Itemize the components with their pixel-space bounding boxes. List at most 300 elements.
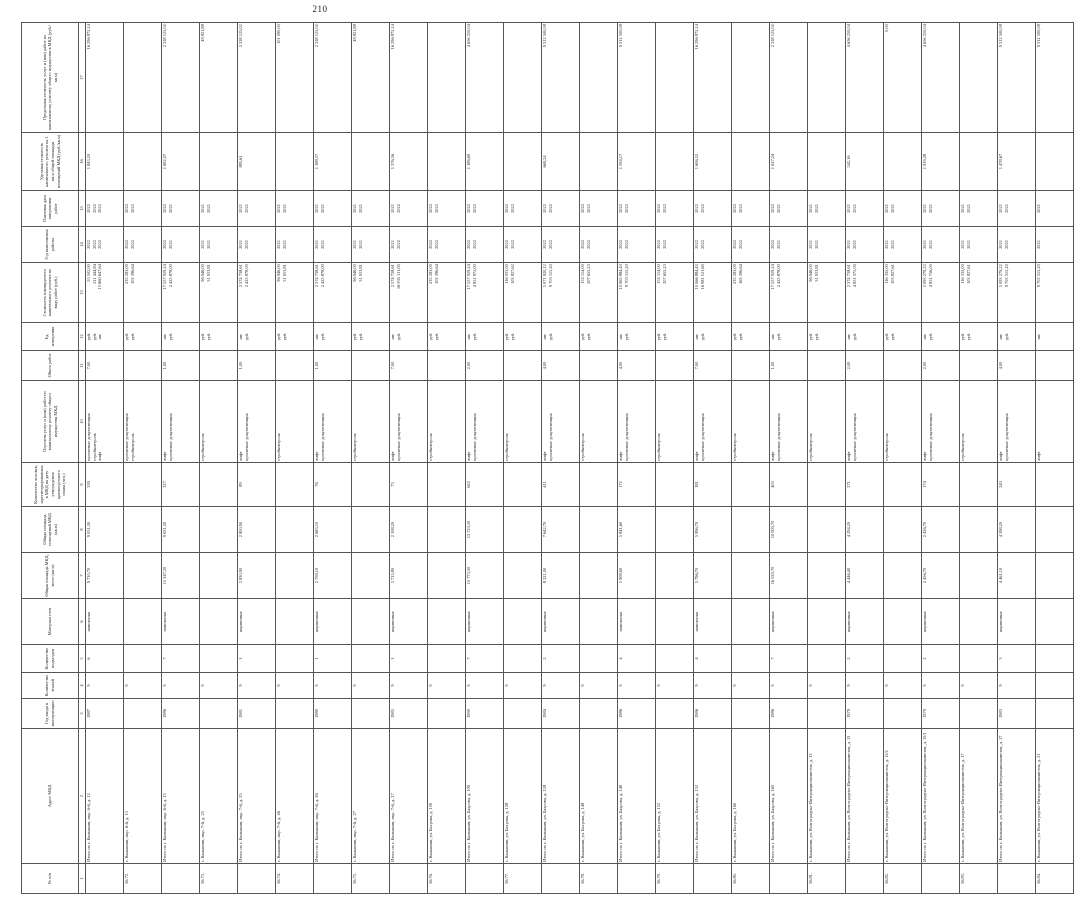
cell-area: 11 347,30 (162, 553, 200, 599)
cell-area (732, 553, 770, 599)
table-row (1036, 23, 1074, 894)
cell-wall: кирпичные (998, 599, 1036, 645)
cell-floors: 9 (314, 673, 352, 699)
cell-wyear (162, 227, 200, 263)
works-line: проектные документация (851, 413, 857, 461)
cell-limit (124, 23, 162, 133)
cell-no: 56.84. (1036, 864, 1074, 894)
cell-cost (998, 263, 1036, 323)
cell-vol: 1,00 (238, 351, 276, 381)
unit-line: руб. (509, 332, 515, 341)
cell-wyear (808, 227, 846, 263)
cell-works (314, 381, 352, 463)
table-row (238, 23, 276, 894)
date-line: 2021 (960, 204, 965, 213)
unit-line: руб. (86, 332, 91, 341)
cost-line: 96 946,00 (808, 264, 813, 282)
cell-people (428, 463, 466, 507)
unit-line: руб. (661, 332, 667, 341)
table-row (86, 23, 124, 894)
cell-vol: 7,00 (86, 351, 124, 381)
cell-wyear (238, 227, 276, 263)
cost-line: 155 114,00 (656, 264, 661, 284)
date-line: 2022 (542, 204, 547, 213)
cell-unit (922, 323, 960, 351)
cell-wyear (86, 227, 124, 263)
cell-unit (238, 323, 276, 351)
date-line: 2022 (618, 204, 623, 213)
table-row (314, 23, 352, 894)
cell-area (200, 553, 238, 599)
cell-people (276, 463, 314, 507)
cell-wall: кирпичные (238, 599, 276, 645)
cell-vol (124, 351, 162, 381)
cell-spec: 885,61 (238, 133, 276, 191)
column-number: 15 (79, 191, 86, 227)
cell-floors: 9 (770, 673, 808, 699)
cell-area (352, 553, 390, 599)
cell-area (276, 553, 314, 599)
cell-year: 1979 (922, 699, 960, 729)
unit-line: руб. (960, 332, 965, 341)
cell-porch: 7 (770, 645, 808, 673)
cell-porch: 6 (86, 645, 124, 673)
cell-vol (960, 351, 998, 381)
works-line: проектные документация (395, 413, 401, 461)
cell-unit (580, 323, 618, 351)
cell-works (922, 381, 960, 463)
cost-line: 4 851 756,00 (927, 264, 933, 288)
cell-date (314, 191, 352, 227)
cell-wall (124, 599, 162, 645)
works-line: проектные документация (623, 413, 629, 461)
cost-line: 9 703 515,20 (1036, 264, 1041, 288)
unit-line: руб. (319, 332, 325, 341)
date-line: 2022 (428, 204, 433, 213)
cell-cost (276, 263, 314, 323)
cell-year: 1984 (542, 699, 580, 729)
cell-spec: 1 617,24 (770, 133, 808, 191)
cell-unit (884, 323, 922, 351)
cell-no (314, 864, 352, 894)
cell-year (808, 699, 846, 729)
cell-area2: 4 294,20 (846, 507, 884, 553)
cell-people (352, 463, 390, 507)
cell-no: 56.83. (960, 864, 998, 894)
cell-people: 243 (998, 463, 1036, 507)
unit-line: руб. (471, 332, 477, 341)
cell-works (618, 381, 656, 463)
cell-cost (618, 263, 656, 323)
unit-line: руб. (927, 332, 933, 341)
cell-works (846, 381, 884, 463)
cell-people (580, 463, 618, 507)
cell-no (542, 864, 580, 894)
cell-spec: 1 692,07 (162, 133, 200, 191)
cell-spec: 1 376,56 (390, 133, 428, 191)
column-number: 10 (79, 381, 86, 463)
column-header: Стоимость планируемого капитального ремонта по виду работ (руб.) (22, 263, 79, 323)
works-line: стройконтроль (656, 433, 661, 461)
date-line: 2021 (775, 204, 781, 213)
cell-wall (428, 599, 466, 645)
cost-line: 51 913,81 (813, 264, 819, 282)
cell-spec: 1 186,69 (466, 133, 504, 191)
cell-people: 403 (770, 463, 808, 507)
cell-date (390, 191, 428, 227)
cell-area2: 5 996,70 (694, 507, 732, 553)
cell-vol: 4,00 (542, 351, 580, 381)
cell-wyear (770, 227, 808, 263)
cell-porch: 1 (238, 645, 276, 673)
wyear-line: 2022 (91, 240, 97, 249)
column-header: Предельная стоимость услуг и (или) работ по капитальному ремонту общего имущества в МКД (руб./кв.м) (22, 23, 79, 133)
cell-date (998, 191, 1036, 227)
cell-porch: 2 (846, 645, 884, 673)
column-number: 3 (79, 699, 86, 729)
unit-line: руб. (884, 332, 889, 341)
column-number: 12 (79, 323, 86, 351)
cell-date (846, 191, 884, 227)
cell-unit (770, 323, 808, 351)
unit-line: руб. (433, 332, 439, 341)
wyear-line: 2021 (276, 240, 281, 249)
cell-works (390, 381, 428, 463)
cell-unit (1036, 323, 1074, 351)
cell-vol: 4,00 (998, 351, 1036, 381)
cell-year (732, 699, 770, 729)
unit-line: руб. (167, 332, 173, 341)
cell-area2: 5 841,60 (618, 507, 656, 553)
cost-line: 55 502,00 (86, 264, 91, 282)
cell-works (428, 381, 466, 463)
cell-wyear (352, 227, 390, 263)
unit-line: шт. (770, 333, 775, 340)
column-number: 16 (79, 133, 86, 191)
cell-area: 4 446,40 (846, 553, 884, 599)
cell-vol (200, 351, 238, 381)
wyear-line: 2021 (813, 240, 819, 249)
date-line: 2022 (471, 204, 477, 213)
cell-wyear (998, 227, 1036, 263)
wyear-line: 2022 (580, 240, 585, 249)
works-line: стройконтроль (732, 433, 737, 461)
cell-limit: 2 328 125,02 (770, 23, 808, 133)
cell-cost (314, 263, 352, 323)
cell-vol (504, 351, 542, 381)
unit-line: руб. (965, 332, 971, 341)
cell-addr: г. Камышин, ул. Волгоградско-Интернационалистов, д. 13 (808, 729, 846, 864)
wyear-line: 2022 (471, 240, 477, 249)
cell-floors: 9 (390, 673, 428, 699)
date-line: 2022 (623, 204, 629, 213)
cell-spec (960, 133, 998, 191)
cell-year: 1985 (390, 699, 428, 729)
cell-no (390, 864, 428, 894)
page-number: 210 (312, 4, 328, 14)
cell-area (884, 553, 922, 599)
unit-line: руб. (775, 332, 781, 341)
works-line: проектные документация (319, 413, 325, 461)
cell-wyear (542, 227, 580, 263)
cell-unit (656, 323, 694, 351)
works-line: стройконтроль (960, 433, 965, 461)
table-row (428, 23, 466, 894)
cell-wyear (694, 227, 732, 263)
cell-works (542, 381, 580, 463)
cell-no (770, 864, 808, 894)
cell-floors: 9 (846, 673, 884, 699)
cell-wall: панельные (86, 599, 124, 645)
wyear-line: 2022 (97, 240, 103, 249)
cell-no: 56.73. (200, 864, 238, 894)
cell-no (846, 864, 884, 894)
cell-works (732, 381, 770, 463)
cell-cost (200, 263, 238, 323)
cell-area (428, 553, 466, 599)
cell-vol: 4,00 (618, 351, 656, 381)
cell-wall (580, 599, 618, 645)
table-row (276, 23, 314, 894)
cell-date (922, 191, 960, 227)
works-line: лифт (466, 451, 471, 461)
cell-vol: 7,00 (694, 351, 732, 381)
wyear-line: 2021 (357, 240, 363, 249)
unit-line: шт. (1036, 333, 1041, 340)
date-line: 2021 (846, 204, 851, 213)
works-line: лифт (922, 451, 927, 461)
cell-wyear (314, 227, 352, 263)
cell-area2 (352, 507, 390, 553)
date-line: 2022 (395, 204, 401, 213)
cell-porch: 7 (162, 645, 200, 673)
cell-cost (770, 263, 808, 323)
date-line: 2021 (200, 204, 205, 213)
date-line: 2021 (357, 204, 363, 213)
cell-cost (352, 263, 390, 323)
cell-cost (732, 263, 770, 323)
wyear-line: 2021 (846, 240, 851, 249)
cell-wall: кирпичные (466, 599, 504, 645)
cell-wyear (618, 227, 656, 263)
cell-spec: 669,24 (542, 133, 580, 191)
table-row (390, 23, 428, 894)
unit-line: руб. (91, 332, 97, 341)
cell-wyear (1036, 227, 1074, 263)
date-line: 2021 (998, 204, 1003, 213)
cell-spec: 1 478,67 (998, 133, 1036, 191)
cell-area2: 9 631,30 (162, 507, 200, 553)
cell-vol (276, 351, 314, 381)
table-row (656, 23, 694, 894)
cell-wall (504, 599, 542, 645)
unit-line: шт. (238, 333, 243, 340)
column-number: 17 (79, 23, 86, 133)
unit-line: шт. (97, 333, 103, 340)
column-header: Количество подъездов (22, 645, 79, 673)
column-header: Общая площадь помещений МКД (кв.м) (22, 507, 79, 553)
unit-line: руб. (352, 332, 357, 341)
wyear-line: 2021 (1003, 240, 1009, 249)
cell-wyear (960, 227, 998, 263)
date-line: 2022 (661, 204, 667, 213)
column-header: № п/п (22, 864, 79, 894)
cell-area: 9 710,70 (86, 553, 124, 599)
cell-date (200, 191, 238, 227)
wyear-line: 2022 (585, 240, 591, 249)
cell-people (960, 463, 998, 507)
cell-wall (200, 599, 238, 645)
cost-line: 103 827,61 (889, 264, 895, 284)
cell-vol: 1,00 (314, 351, 352, 381)
cell-area2 (428, 507, 466, 553)
works-line: стройконтроль (200, 433, 205, 461)
wyear-line: 2022 (124, 240, 129, 249)
table-row (504, 23, 542, 894)
cost-line: 2 425 878,00 (775, 264, 781, 288)
cost-line: 51 913,81 (205, 264, 211, 282)
cost-line: 17 557 929,24 (162, 264, 167, 290)
cell-cost (542, 263, 580, 323)
cost-line: 9 703 115,20 (623, 264, 629, 288)
cell-area2: 2 800,90 (238, 507, 276, 553)
cell-people: 181 (694, 463, 732, 507)
cell-date (1036, 191, 1074, 227)
wyear-line: 2021 (319, 240, 325, 249)
wyear-line: 2022 (737, 240, 743, 249)
column-header: Общая площадь МКД, всего (кв.м) (22, 553, 79, 599)
cell-addr: Итого по г. Камышин, ул. Волгоградско-Интернационалистов, д. 13 (846, 729, 884, 864)
column-number: 4 (79, 673, 86, 699)
cell-spec (352, 133, 390, 191)
cell-floors: 9 (504, 673, 542, 699)
wyear-line: 2022 (618, 240, 623, 249)
cell-wyear (580, 227, 618, 263)
cell-wyear (466, 227, 504, 263)
wyear-line: 2021 (884, 240, 889, 249)
cell-spec: 1 188,37 (314, 133, 352, 191)
cell-works (162, 381, 200, 463)
unit-line: руб. (547, 332, 553, 341)
cell-people: 327 (162, 463, 200, 507)
cell-floors: 9 (352, 673, 390, 699)
cell-wyear (124, 227, 162, 263)
cell-spec: 542,16 (846, 133, 884, 191)
cell-limit: 9 312 500,08 (998, 23, 1036, 133)
cost-line: 4 851 375,00 (851, 264, 857, 288)
cost-line: 2 425 878,00 (167, 264, 173, 288)
cost-line: 15 660 647,64 (97, 264, 103, 290)
cell-people: 89 (238, 463, 276, 507)
works-line: стройконтроль (884, 433, 889, 461)
cost-line: 233 283,00 (732, 264, 737, 284)
cell-floors: 9 (86, 673, 124, 699)
cell-area2 (200, 507, 238, 553)
cell-limit: 16 296 875,14 (390, 23, 428, 133)
cell-cost (960, 263, 998, 323)
table-row (124, 23, 162, 894)
cell-wall: кирпичные (922, 599, 960, 645)
cell-no: 56.74. (276, 864, 314, 894)
cell-limit (656, 23, 694, 133)
cell-wall (656, 599, 694, 645)
unit-line: руб. (124, 332, 129, 341)
unit-line: руб. (889, 332, 895, 341)
unit-line: руб. (1003, 332, 1009, 341)
column-number: 6 (79, 599, 86, 645)
cell-unit (352, 323, 390, 351)
cell-works (808, 381, 846, 463)
cell-addr: Итого по г. Камышин, мкр. 7-й, д. 25 (238, 729, 276, 864)
cell-floors: 9 (884, 673, 922, 699)
date-line: 2022 (124, 204, 129, 213)
cell-limit: 9 312 500,08 (542, 23, 580, 133)
unit-line: руб. (428, 332, 433, 341)
column-number-row (79, 23, 86, 894)
table-row (352, 23, 390, 894)
cell-floors: 9 (276, 673, 314, 699)
cell-unit (846, 323, 884, 351)
cell-cost (846, 263, 884, 323)
unit-line: шт. (466, 333, 471, 340)
cell-spec (656, 133, 694, 191)
cell-date (504, 191, 542, 227)
cell-cost (86, 263, 124, 323)
cell-area: 16 020,70 (770, 553, 808, 599)
cell-unit (124, 323, 162, 351)
cell-limit: 16 296 875,14 (694, 23, 732, 133)
cell-works (466, 381, 504, 463)
cell-spec (580, 133, 618, 191)
column-header: Плановая дата завершения работ (22, 191, 79, 227)
cell-vol (428, 351, 466, 381)
cost-line: 16 935 111,00 (395, 264, 401, 290)
cell-limit (504, 23, 542, 133)
cell-works (238, 381, 276, 463)
cell-year: 1990 (466, 699, 504, 729)
cell-people: 339 (86, 463, 124, 507)
cell-addr: Итого по г. Камышин, ул. Бахрова, д. 148 (618, 729, 656, 864)
cost-line: 17 557 929,24 (770, 264, 775, 290)
cell-vol (352, 351, 390, 381)
cell-wall (1036, 599, 1074, 645)
cell-area (1036, 553, 1074, 599)
cell-wall (352, 599, 390, 645)
cell-unit (86, 323, 124, 351)
cell-works (960, 381, 998, 463)
cell-date (124, 191, 162, 227)
cell-floors: 9 (694, 673, 732, 699)
cell-people (1036, 463, 1074, 507)
cell-wyear (200, 227, 238, 263)
unit-line: шт. (162, 333, 167, 340)
cell-porch (656, 645, 694, 673)
cell-floors: 9 (998, 673, 1036, 699)
cell-porch: 7 (466, 645, 504, 673)
cell-vol: 1,00 (162, 351, 200, 381)
wyear-line: 2021 (352, 240, 357, 249)
wyear-line: 2021 (851, 240, 857, 249)
date-line: 2022 (509, 204, 515, 213)
cell-porch (276, 645, 314, 673)
cost-line: 5 071 920,12 (542, 264, 547, 288)
cell-unit (276, 323, 314, 351)
cell-date (960, 191, 998, 227)
cell-no (86, 864, 124, 894)
table-row (542, 23, 580, 894)
cell-people: 174 (922, 463, 960, 507)
unit-line: шт. (694, 333, 699, 340)
